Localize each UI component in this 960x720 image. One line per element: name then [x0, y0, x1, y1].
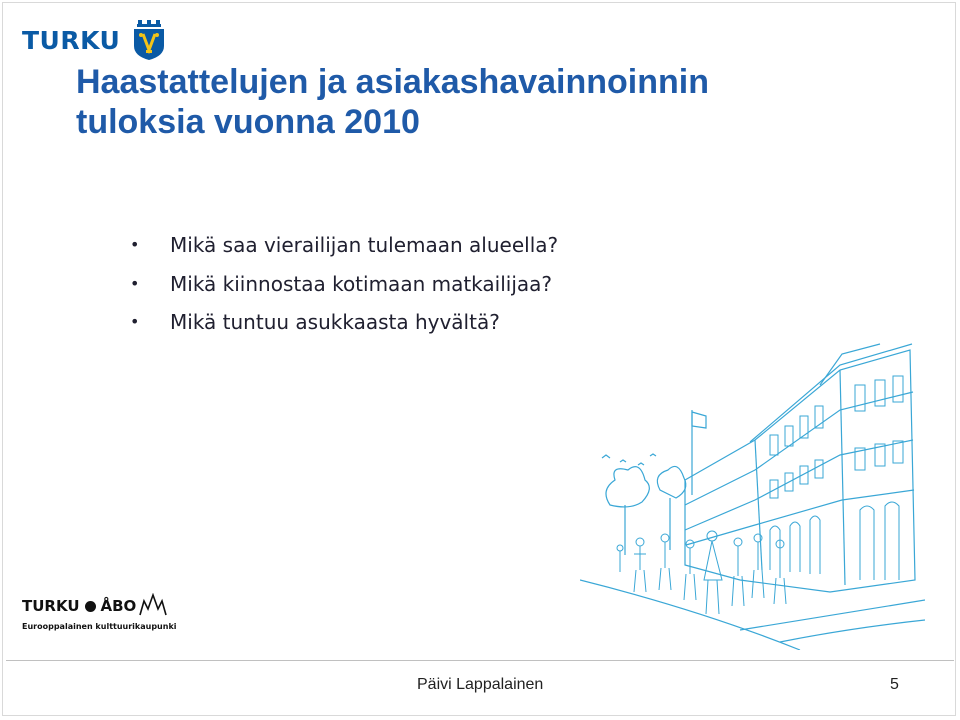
logo-subtitle: Eurooppalainen kulttuurikaupunki	[22, 622, 177, 631]
crown-flame-icon	[138, 593, 168, 619]
building-street-sketch-icon	[580, 330, 925, 650]
turku-coat-of-arms-icon	[132, 20, 166, 60]
bullet-item	[130, 265, 558, 304]
bullet-dot-icon: •	[130, 235, 140, 254]
turku-abo-logo-row	[22, 592, 172, 620]
turku-abo-logo	[22, 592, 177, 642]
title-line-1: Haastattelujen ja asiakashavainnoinnin	[76, 63, 710, 101]
bullet-item	[130, 303, 558, 342]
logo-turku-text: TURKU	[22, 597, 80, 615]
bullet-text: Mikä kiinnostaa kotimaan matkailijaa?	[170, 271, 553, 296]
bullet-text: Mikä tuntuu asukkaasta hyvältä?	[170, 310, 500, 334]
footer-author: Päivi Lappalainen	[417, 676, 544, 693]
bullet-dot-icon: •	[130, 273, 140, 293]
bullet-item	[130, 226, 558, 265]
footer-divider	[6, 660, 954, 661]
logo-dot-icon	[85, 601, 96, 612]
turku-logo	[22, 18, 166, 62]
logo-abo-text: ÅBO	[100, 597, 137, 615]
bullet-list	[130, 226, 558, 342]
bullet-text: Mikä saa vierailijan tulemaan alueella?	[170, 233, 559, 257]
logo-text: TURKU	[22, 25, 121, 55]
slide-title	[76, 62, 896, 142]
bullet-dot-icon: •	[130, 312, 140, 331]
page-number: 5	[890, 676, 899, 693]
title-line-2: tuloksia vuonna 2010	[76, 103, 420, 141]
